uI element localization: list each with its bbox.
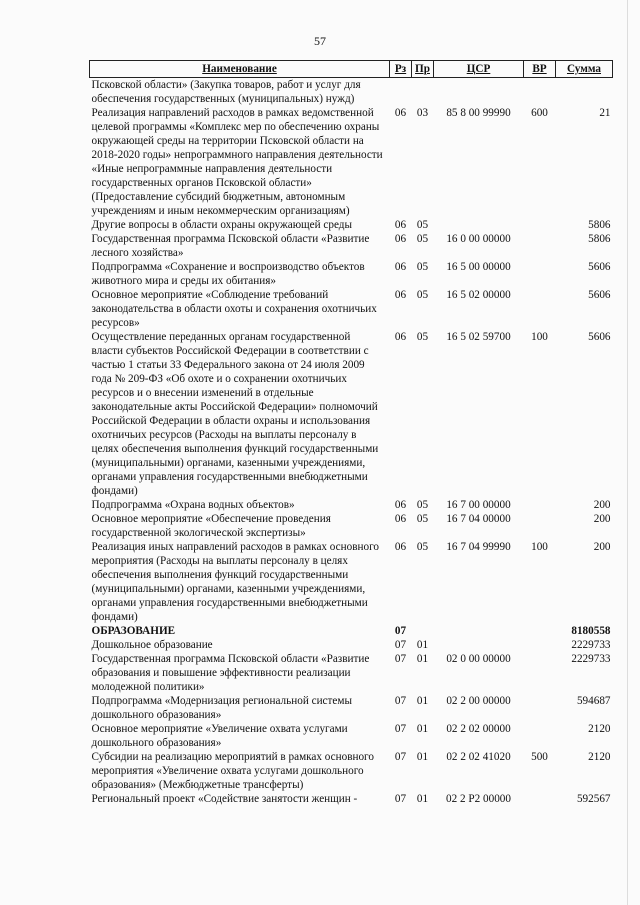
- row-sum-cell: 5606: [588, 289, 611, 301]
- row-pr-cell: 03: [416, 107, 429, 119]
- row-rz-cell: 06: [394, 541, 407, 553]
- row-csr-cell: [434, 624, 524, 638]
- table-row: [90, 78, 613, 107]
- table-row: [90, 652, 613, 694]
- row-vr-cell: [524, 652, 556, 694]
- table-row: [90, 498, 613, 512]
- budget-table: [89, 60, 613, 806]
- row-pr-cell: 05: [416, 289, 429, 301]
- row-sum-cell: 2229733: [571, 639, 611, 651]
- table-row: [90, 512, 613, 540]
- row-name-cell: Реализация иных направлений расходов в рамках основного мероприятия (Расходы на выплаты персоналу в целях обеспечения выполнения функций государственными (муниципальными) органами, казенными учреждениями, органами управления государственными внебюджетными фондами): [91, 541, 379, 623]
- row-name-cell: ОБРАЗОВАНИЕ: [91, 625, 176, 637]
- table-row: [90, 750, 613, 792]
- row-sum-cell: 594687: [576, 695, 611, 707]
- row-rz-cell: 06: [394, 107, 407, 119]
- row-pr-cell: 01: [416, 695, 429, 707]
- row-vr-cell: [524, 78, 556, 107]
- row-pr-cell: 05: [416, 513, 429, 525]
- row-vr-cell: [524, 512, 556, 540]
- row-pr-cell: 05: [416, 331, 429, 343]
- row-pr-cell: 01: [416, 653, 429, 665]
- table-row: [90, 624, 613, 638]
- row-name-cell: Реализация направлений расходов в рамках ведомственной целевой программы «Комплекс мер по обеспечению охраны окружающей среды на территории Псковской области на 2018-2020 годы» непрограммного направления деятельности «Иные непрограммные направления деятельности государственных органов Псковской области» (Предоставление субсидий бюджетным, автономным учреждениям и иным некоммерческим организациям): [91, 107, 383, 217]
- header-name: Наименование: [90, 61, 390, 78]
- row-pr-cell: 05: [416, 541, 429, 553]
- row-vr-cell: [524, 218, 556, 232]
- row-rz-cell: 06: [394, 499, 407, 511]
- header-sum: Сумма: [556, 61, 613, 78]
- row-csr-cell: 02 2 02 00000: [446, 723, 511, 735]
- row-csr-cell: [434, 218, 524, 232]
- row-name-cell: Региональный проект «Содействие занятости женщин -: [91, 793, 358, 805]
- row-vr-cell: 500: [531, 751, 548, 763]
- row-sum-cell: 2120: [588, 751, 611, 763]
- row-rz-cell: 07: [394, 653, 407, 665]
- row-pr-cell: 01: [416, 793, 429, 805]
- row-sum-cell: 5606: [588, 331, 611, 343]
- row-name-cell: Псковской области» (Закупка товаров, работ и услуг для обеспечения государственных (муниципальных) нужд): [91, 79, 361, 105]
- row-name-cell: Субсидии на реализацию мероприятий в рамках основного мероприятия «Увеличение охвата услугами дошкольного образования» (Межбюджетные трансферты): [91, 751, 374, 791]
- row-csr-cell: [434, 638, 524, 652]
- row-rz-cell: 06: [394, 289, 407, 301]
- table-body: [90, 78, 613, 807]
- row-vr-cell: [524, 498, 556, 512]
- row-sum-cell: 21: [599, 107, 611, 119]
- row-pr-cell: 05: [416, 261, 429, 273]
- row-rz-cell: 07: [394, 793, 407, 805]
- page-number: 57: [314, 34, 326, 48]
- row-rz-cell: 06: [394, 331, 407, 343]
- header-pr: Пр: [412, 61, 434, 78]
- scan-edge-line: [627, 0, 628, 905]
- row-vr-cell: 100: [531, 331, 548, 343]
- row-csr-cell: [434, 78, 524, 107]
- row-csr-cell: 02 2 P2 00000: [446, 793, 511, 805]
- row-name-cell: Основное мероприятие «Соблюдение требований законодательства в области охоты и сохранения охотничьих ресурсов»: [91, 289, 377, 329]
- row-pr-cell: [412, 78, 434, 107]
- row-pr-cell: 01: [416, 723, 429, 735]
- row-vr-cell: [524, 624, 556, 638]
- row-vr-cell: [524, 638, 556, 652]
- row-rz-cell: 07: [394, 751, 407, 763]
- header-csr: ЦСР: [434, 61, 524, 78]
- row-name-cell: Другие вопросы в области охраны окружающей среды: [91, 219, 353, 231]
- row-csr-cell: 16 0 00 00000: [446, 233, 511, 245]
- row-sum-cell: 8180558: [571, 625, 611, 637]
- row-vr-cell: 100: [531, 541, 548, 553]
- row-vr-cell: [524, 792, 556, 806]
- row-sum-cell: 200: [593, 513, 611, 525]
- row-sum-cell: 2229733: [571, 653, 611, 665]
- row-name-cell: Подпрограмма «Модернизация региональной системы дошкольного образования»: [91, 695, 352, 721]
- row-pr-cell: 05: [416, 499, 429, 511]
- row-rz-cell: 07: [394, 625, 407, 637]
- row-vr-cell: [524, 694, 556, 722]
- table-row: [90, 330, 613, 498]
- table-row: [90, 792, 613, 806]
- table-row: [90, 694, 613, 722]
- table-header-row: [90, 61, 613, 78]
- row-pr-cell: 05: [416, 219, 429, 231]
- row-csr-cell: 02 2 02 41020: [446, 751, 511, 763]
- row-rz-cell: 06: [394, 219, 407, 231]
- header-rz: Рз: [390, 61, 412, 78]
- row-rz-cell: 06: [394, 513, 407, 525]
- row-csr-cell: 16 5 02 59700: [446, 331, 511, 343]
- table-row: [90, 260, 613, 288]
- row-pr-cell: 01: [416, 639, 429, 651]
- row-rz-cell: 07: [394, 695, 407, 707]
- row-name-cell: Государственная программа Псковской области «Развитие лесного хозяйства»: [91, 233, 370, 259]
- row-csr-cell: 02 0 00 00000: [446, 653, 511, 665]
- table-row: [90, 288, 613, 330]
- row-csr-cell: 16 5 00 00000: [446, 261, 511, 273]
- row-csr-cell: 85 8 00 99990: [446, 107, 511, 119]
- row-name-cell: Основное мероприятие «Обеспечение проведения государственной экологической экспертизы»: [91, 513, 331, 539]
- row-sum-cell: 5806: [588, 233, 611, 245]
- row-vr-cell: [524, 232, 556, 260]
- table-row: [90, 218, 613, 232]
- row-csr-cell: 16 7 04 99990: [446, 541, 511, 553]
- row-vr-cell: [524, 722, 556, 750]
- table-row: [90, 106, 613, 218]
- row-csr-cell: 16 7 04 00000: [446, 513, 511, 525]
- row-sum-cell: 200: [593, 499, 611, 511]
- row-csr-cell: 16 5 02 00000: [446, 289, 511, 301]
- row-pr-cell: 01: [416, 751, 429, 763]
- table-row: [90, 232, 613, 260]
- row-csr-cell: 16 7 00 00000: [446, 499, 511, 511]
- row-sum-cell: 592567: [576, 793, 611, 805]
- table-row: [90, 540, 613, 624]
- row-rz-cell: [390, 78, 412, 107]
- row-sum-cell: 2120: [588, 723, 611, 735]
- row-sum-cell: [556, 78, 613, 107]
- row-name-cell: Подпрограмма «Сохранение и воспроизводство объектов животного мира и среды их обитания»: [91, 261, 365, 287]
- header-vr: ВР: [524, 61, 556, 78]
- row-name-cell: Государственная программа Псковской области «Развитие образования и повышение эффективности реализации молодежной политики»: [91, 653, 370, 693]
- row-sum-cell: 5606: [588, 261, 611, 273]
- row-rz-cell: 06: [394, 233, 407, 245]
- row-name-cell: Подпрограмма «Охрана водных объектов»: [91, 499, 295, 511]
- row-vr-cell: [524, 288, 556, 330]
- table-row: [90, 638, 613, 652]
- row-sum-cell: 5806: [588, 219, 611, 231]
- row-pr-cell: [412, 624, 434, 638]
- row-vr-cell: 600: [531, 107, 548, 119]
- row-rz-cell: 07: [394, 639, 407, 651]
- row-vr-cell: [524, 260, 556, 288]
- table-row: [90, 722, 613, 750]
- row-name-cell: Основное мероприятие «Увеличение охвата услугами дошкольного образования»: [91, 723, 348, 749]
- row-name-cell: Дошкольное образование: [91, 639, 213, 651]
- row-rz-cell: 06: [394, 261, 407, 273]
- row-name-cell: Осуществление переданных органам государственной власти субъектов Российской Федерации в соответствии с частью 1 статьи 33 Федерального закона от 24 июля 2009 года № 209-ФЗ «Об охоте и о сохранении охотничьих ресурсов и о внесении изменений в отдельные законодательные акты Российской Федерации» полномочий Российской Федерации в области охраны и использования охотничьих ресурсов (Расходы на выплаты персоналу в целях обеспечения выполнения функций государственными (муниципальными) органами, казенными учреждениями, органами управления государственными внебюджетными фондами): [91, 331, 379, 497]
- row-rz-cell: 07: [394, 723, 407, 735]
- row-sum-cell: 200: [593, 541, 611, 553]
- row-csr-cell: 02 2 00 00000: [446, 695, 511, 707]
- row-pr-cell: 05: [416, 233, 429, 245]
